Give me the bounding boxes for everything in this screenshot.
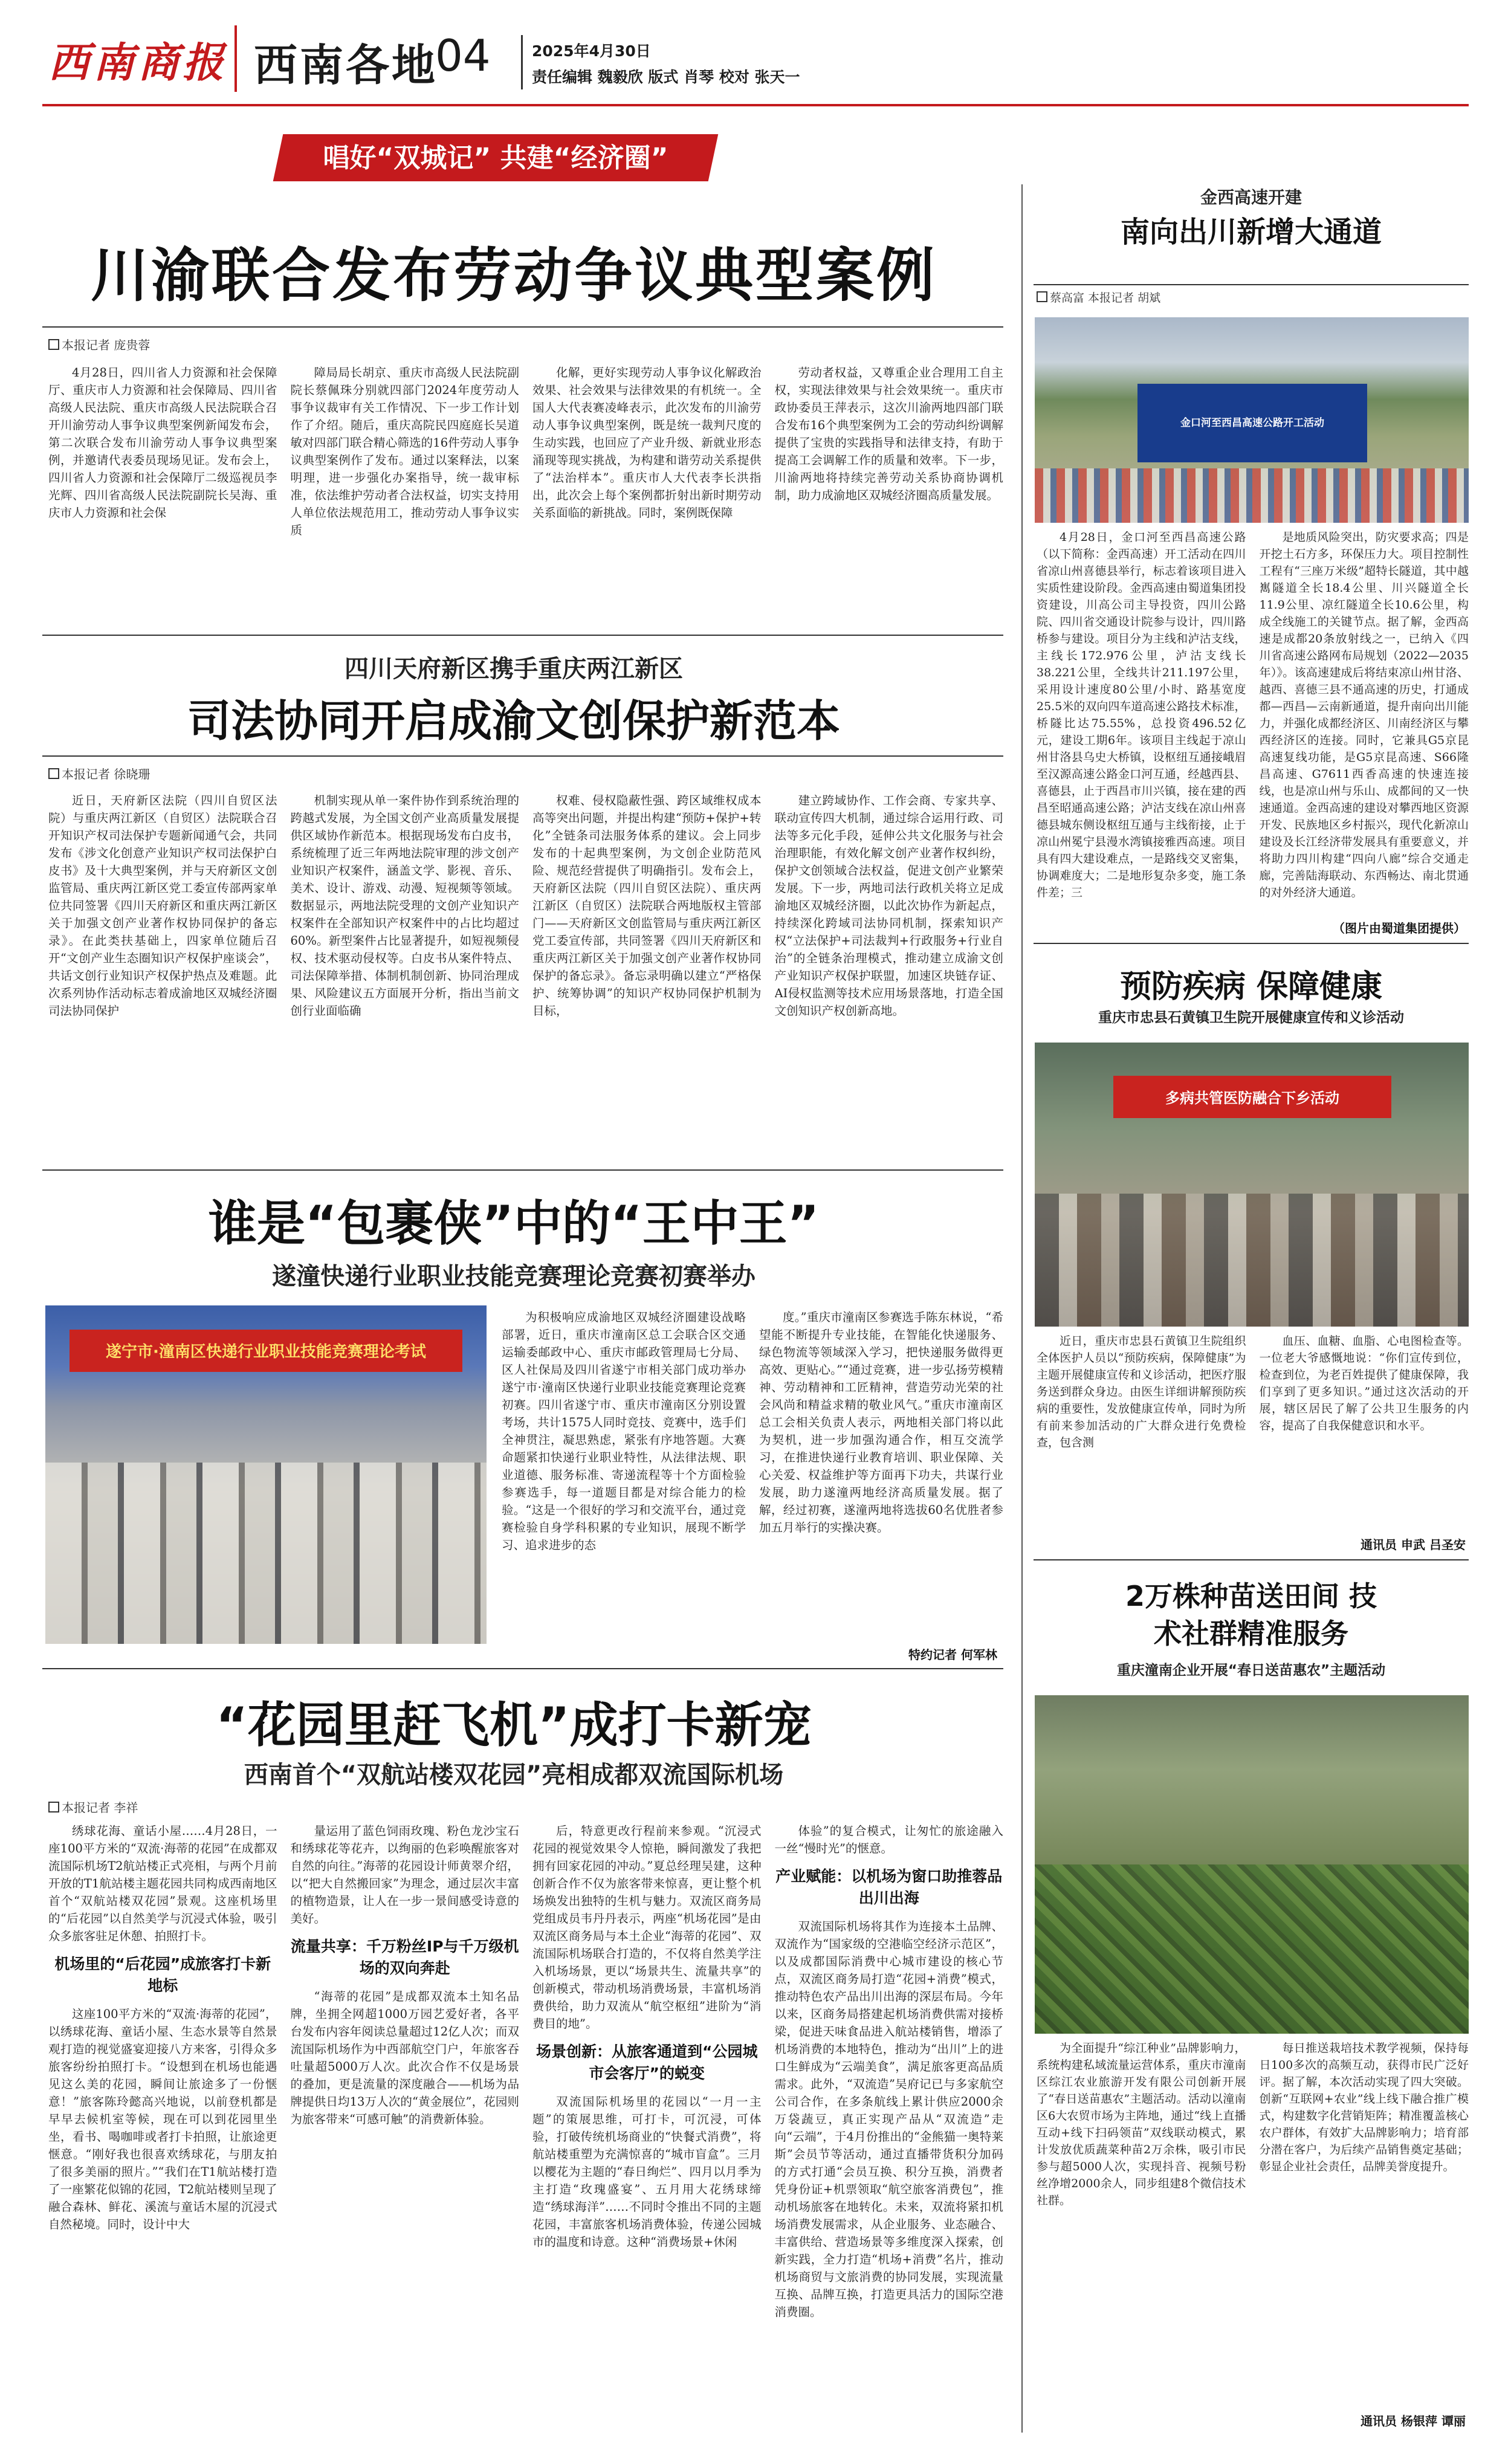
stage-banner-text: 金口河至西昌高速公路开工活动 (1180, 417, 1324, 429)
event-banner-text: 多病共管医防融合下乡活动 (1165, 1090, 1339, 1107)
article1-body (48, 364, 1003, 624)
article2-col-3: 权难、侵权隐蔽性强、跨区域维权成本高等突出问题，并提出构建“预防+保护+转化”全链条司法服务体系的建议。会上同步发布的十起典型案例，为文创企业防范风险、规范经营提供了明确指引。发布会上，天府新区法院（四川自贸区法院）、重庆两江新区（自贸区）法院联合两地版权主管部门——天府新区文创监管局与重庆两江新区党工委宣传部，共同签署《四川天府新区和重庆两江新区关于加强文创产业著作权协同保护的备忘录》。备忘录明确以建立“严格保护、统筹协调”的知识产权协同保护机制为目标， (532, 794, 762, 1018)
article1-col-1: 4月28日，四川省人力资源和社会保障厅、重庆市人力资源和社会保障局、四川省高级人民法院、重庆市高级人民法院联合召开川渝劳动人事争议典型案例新闻发布会，第二次联合发布川渝劳动人事争议典型案例，并邀请代表委员现场见证。发布会上，四川省人力资源和社会保障厅二级巡视员李光辉、四川省高级人民法院副院长吴海、重庆市人力资源和社会保 (48, 366, 277, 520)
article4-para: 双流国际机场里的花园以“一月一主题”的策展思维，可打卡，可沉浸，可体验，打破传统机场商业的“快餐式消费”，将航站楼重塑为充满惊喜的“城市盲盒”。三月以樱花为主题的“春日绚烂”、四月以月季为主打造“玫瑰盛宴”、五月用大花绣球缔造“绣球海洋”……不同时令推出不同的主题花园，丰富旅客机场消费体验，传递公园城市的温度和诗意。这种“消费场景+休闲 (532, 2095, 762, 2249)
article4-subhead-3: 场景创新：从旅客通道到“公园城市会客厅”的蜕变 (536, 2043, 758, 2082)
masthead-vline (521, 35, 523, 89)
page-number: 04 (435, 30, 491, 81)
article4-para: 后，特意更改行程前来参观。“沉浸式花园的视觉效果令人惊艳，瞬间激发了我把拥有回家花园的冲动。”夏总经理吴建，这种创新合作不仅为旅客带来惊喜，更让整个机场焕发出独特的生机与魅力。双流区商务局党组成员韦丹丹表示，两座“机场花园”是由双流区商务局与本土企业“海蒂的花园”、双流国际机场联合打造的，不仅将自然美学注入机场场景，更以“场景共生、流量共享”的创新模式，带动机场消费场景，丰富机场消费供给，助力双流从“航空枢纽”进阶为“消费目的地”。 (532, 1824, 762, 2031)
b2-bottom-rule (1034, 1559, 1469, 1560)
b2-subtitle: 重庆市忠县石黄镇卫生院开展健康宣传和义诊活动 (1098, 1010, 1404, 1026)
column-banner-text: 唱好“双城记” 共建“经济圈” (323, 143, 668, 173)
newspaper-logo: 西南商报 (48, 39, 228, 87)
article4-subhead-4: 产业赋能：以机场为窗口助推蓉品出川出海 (775, 1867, 1003, 1907)
article3-col-2: 度。”重庆市潼南区参赛选手陈东林说，“希望能不断提升专业技能，在智能化快递服务、绿色物流等领域深入学习，把快递服务做得更高效、更贴心。”“通过竞赛，进一步弘扬劳模精神、劳动精神和工匠精神，营造劳动光荣的社会风尚和精益求精的敬业风气。”重庆市潼南区总工会相关负责人表示，两地相关部门将以此为契机，进一步加强沟通合作，相互交流学习，在推进快递行业教育培训、职业保障、关心关爱、权益维护等方面再下功夫，共谋行业发展，助力遂潼两地经济高质量发展。据了解，经过初赛，遂潼两地将选拔60名优胜者参加五月举行的实操决赛。 (759, 1310, 1003, 1534)
b2-col-1: 近日，重庆市忠县石黄镇卫生院组织全体医护人员以“预防疾病，保障健康”为主题开展健康宣传和义诊活动，把医疗服务送到群众身边。由医生详细讲解预防疾病的重要性，发放健康宣传单，同时为所有前来参加活动的广大群众进行免费检查，包含测 (1037, 1334, 1246, 1449)
b3-subtitle: 重庆潼南企业开展“春日送苗惠农”主题活动 (1116, 1663, 1386, 1678)
article4-col-1 (48, 1822, 277, 2433)
article2-bottom-rule (42, 1169, 1003, 1171)
article3-subtitle: 遂潼快递行业职业技能竞赛理论竞赛初赛举办 (272, 1263, 756, 1290)
exam-banner-text: 遂宁市·潼南区快递行业职业技能竞赛理论考试 (106, 1343, 426, 1361)
article2-title: 司法协同开启成渝文创保护新范本 (187, 696, 840, 746)
left-column-divider (1021, 184, 1023, 2433)
article4-col-4 (775, 1822, 1004, 2433)
article4-para: “海蒂的花园”是成都双流本土知名品牌，坐拥全网超1000万园艺爱好者，各平台发布内容年阅读总量超过12亿人次；而双流国际机场作为中西部航空门户，年旅客吞吐量超5000万人次。此次合作不仅是场景的叠加，更是流量的深度融合——机场为品牌提供日均13万人次的“黄金展位”，花园则为旅客带来“可感可触”的消费新体验。 (290, 1990, 519, 2126)
b2-col-2: 血压、血糖、血脂、心电图检查等。一位老大爷感慨地说：“你们宣传到位，检查到位，为老百姓提供了健康保障，我们享到了更多知识。”通过这次活动的开展，辖区居民了解了公共卫生服务的内容，提高了自我保健意识和水平。 (1259, 1334, 1469, 1432)
b1-col-1: 4月28日，金口河至西昌高速公路（以下简称：金西高速）开工活动在四川省凉山州喜德县举行，标志着该项目进入实质性建设阶段。金西高速由蜀道集团投资建设，川高公司主导投资，四川公路院、四川省交通设计院参与设计，四川路桥参与建设。项目分为主线和泸沽支线，主线长172.976公里，泸沽支线长38.221公里，全线共计211.197公里，采用设计速度80公里/小时、路基宽度25.5米的双向四车道高速公路技术标准，桥隧比达75.55%，总投资496.52亿元，建设工期6年。该项目主线起于凉山州甘洛县乌史大桥镇，设枢纽互通接峨眉至汉源高速公路金口河互通，经越西县、喜德县，止于西昌市川兴镇，接在建的西昌至昭通高速公路；泸沽支线在凉山州喜德县城东侧设枢纽互通与主线衔接，止于凉山州冕宁县漫水湾镇接雅西高速。项目具有四大建设难点，一是路线交叉密集，协调难度大；二是地形复杂多变，施工条件差；三 (1037, 531, 1246, 899)
article4-subhead-2: 流量共享：千万粉丝IP与千万级机场的双向奔赴 (290, 1938, 519, 1977)
article1-title-rule (42, 326, 1003, 328)
article3-bottom-rule (42, 1668, 1003, 1669)
b3-col-1: 为全面提升“综江种业”品牌影响力，系统构建私域流量运营体系，重庆市潼南区综江农业旅游开发有限公司创新开展了“春日送苗惠农”主题活动。活动以潼南区6大农贸市场为主阵地，通过“线上直播互动+线下扫码领苗”双线联动模式，累计发放优质蔬菜种苗2万余株，吸引市民参与超5000人次，实现抖音、视频号粉丝净增2000余人，同步组建8个微信技术社群。 (1037, 2042, 1246, 2207)
article1-title: 川渝联合发布劳动争议典型案例 (91, 242, 937, 309)
editor-credits: 责任编辑 魏毅欣 版式 肖琴 校对 张天一 (532, 68, 800, 86)
b2-body (1037, 1333, 1469, 1535)
health-event-photo (1035, 1043, 1469, 1327)
article4-para: 体验”的复合模式，让匆忙的旅途融入一丝“慢时光”的惬意。 (774, 1824, 1003, 1855)
article2-body (48, 792, 1003, 1160)
article2-col-4: 建立跨域协作、工作会商、专家共享、联动宣传四大机制，通过综合运用行政、司法等多元化手段，延伸公共文化服务与社会治理职能，有效化解文创产业著作权纠纷，保护文创领域合法权益，促进文创产业繁荣发展。下一步，两地司法行政机关将立足成渝地区双城经济圈，以此次协作为新起点，持续深化跨域司法协同机制，探索知识产权“立法保护+司法裁判+行政服务+行业自治”的全链条治理模式，推动建立成渝文创产业知识产权保护联盟，加速区块链存证、AI侵权监测等技术应用场景落地，打造全国文创知识产权创新高地。 (774, 794, 1003, 1018)
b1-byline: 蔡高富 本报记者 胡斌 (1037, 289, 1160, 305)
article3-body (502, 1308, 1003, 1644)
b3-col-2: 每日推送栽培技术教学视频，保持每日100多次的高频互动，获得市民广泛好评。据了解，本次活动实现了四大突破。创新“互联网+农业”线上线下融合推广模式，构建数字化营销矩阵；精准覆盖核心农户群体，有效扩大品牌影响力；培育部分潜在客户，为后续产品销售奠定基础；彰显企业社会责任，品牌美誉度提升。 (1259, 2042, 1469, 2173)
article1-col-3: 化解，更好实现劳动人事争议化解政治效果、社会效果与法律效果的有机统一。全国人大代表赛凌峰表示，此次发布的川渝劳动人事争议典型案例，既是统一裁判尺度的生动实践，也回应了产业升级、新就业形态涌现等现实挑战，为构建和谐劳动关系提供了“法治样本”。重庆市人大代表李长洪指出，此次会上每个案例都折射出新时期劳动关系面临的新挑战。同时，案例既保障 (532, 366, 762, 520)
masthead-divider (235, 25, 237, 92)
b1-title: 南向出川新增大通道 (1120, 215, 1382, 249)
b1-photo-credit: （图片由蜀道集团提供） (1333, 921, 1466, 936)
b1-title-rule (1034, 284, 1469, 285)
seedling-event-photo (1035, 1695, 1469, 2034)
exam-hall-photo (45, 1305, 487, 1644)
article2-kicker: 四川天府新区携手重庆两江新区 (345, 655, 683, 683)
article4-para: 绣球花海、童话小屋……4月28日，一座100平方米的“双流·海蒂的花园”在成都双流国际机场T2航站楼正式亮相，与两个月前开放的T1航站楼主题花园共同构成西南地区首个“双航站楼双花园”景观。这座机场里的“后花园”以自然美学与沉浸式体验，吸引众多旅客驻足休憩、拍照打卡。 (48, 1824, 277, 1943)
b2-byline: 通讯员 申武 吕圣安 (1361, 1538, 1466, 1552)
article4-subtitle: 西南首个“双航站楼双花园”亮相成都双流国际机场 (244, 1761, 784, 1789)
b2-title: 预防疾病 保障健康 (1119, 969, 1383, 1005)
b1-body (1037, 529, 1469, 916)
article2-col-1: 近日，天府新区法院（四川自贸区法院）与重庆两江新区（自贸区）法院联合召开知识产权司法保护专题新闻通气会，共同发布《涉文化创意产业知识产权司法保护白皮书》及十大典型案例，并与天府新区文创监管局、重庆两江新区党工委宣传部两家单位共同签署《四川天府新区和重庆两江新区关于加强文创产业著作权协同保护的备忘录》。在此类扶基础上，四家单位随后召开“文创产业生态圈知识产权保护座谈会”，共话文创行业知识产权保护热点及难题。此次系列协作活动标志着成渝地区双城经济圈司法协同保护 (48, 794, 277, 1018)
b1-bottom-rule (1034, 943, 1469, 944)
article2-byline: 本报记者 徐晓珊 (48, 765, 150, 782)
article1-byline: 本报记者 庞贵蓉 (48, 335, 150, 353)
masthead (42, 12, 1469, 109)
article3-byline: 特约记者 何军林 (908, 1648, 997, 1662)
article4-subhead-1: 机场里的“后花园”成旅客打卡新地标 (54, 1955, 271, 1994)
article4-col-2 (291, 1822, 520, 2433)
masthead-rule (42, 104, 1469, 106)
article3-col-1: 为积极响应成渝地区双城经济圈建设战略部署，近日，重庆市潼南区总工会联合区交通运输委邮政中心、重庆市邮政管理局七分局、区人社保局及四川省遂宁市相关部门成功举办遂宁市·潼南区快递行业职业技能竞赛理论竞赛初赛。四川省遂宁市、重庆市潼南区分别设置考场，共计1575人同时竞技、竞赛中，选手们全神贯注，凝思熟虑，紧张有序地答题。大赛命题紧扣快递行业职业特性，从法律法规、职业道德、服务标准、寄递流程等十个方面检验参赛选手，每一道题目都是对综合能力的检验。“这是一个很好的学习和交流平台，通过竞赛检验自身学科积累的专业知识，展现不断学习、追求进步的态 (502, 1310, 746, 1552)
article4-para: 这座100平方米的“双流·海蒂的花园”，以绣球花海、童话小屋、生态水景等自然景观打造的视觉盛宴迎接八方来客，引得众多旅客纷纷拍照打卡。“设想到在机场也能遇见这么美的花园，瞬间让旅途多了一份惬意！”旅客陈玲懿高兴地说，以前登机都是早早去候机室等候，现在可以到花园里坐坐，看书、喝咖啡或者打卡拍照，让旅途更惬意。“刚好我也很喜欢绣球花，与朋友拍了很多美丽的照片。”“我们在T1航站楼打造了一座繁花似锦的花园，T2航站楼则呈现了融合森林、鲜花、溪流与童话木屋的沉浸式自然秘境。同时，设计中大 (48, 2007, 277, 2231)
article2-title-rule (42, 755, 1003, 757)
b3-byline: 通讯员 杨银萍 谭丽 (1361, 2414, 1466, 2428)
article1-col-4: 劳动者权益，又尊重企业合理用工自主权，实现法律效果与社会效果统一。重庆市政协委员王萍表示，这次川渝两地四部门联合发布16个典型案例为工会的劳动纠纷调解提供了宝贵的实践指导和法律支持，有助于提高工会调解工作的质量和效率。下一步，川渝两地将持续完善劳动关系协商协调机制，助力成渝地区双城经济圈高质量发展。 (774, 366, 1003, 502)
article4-title: “花园里赶飞机”成打卡新宠 (216, 1697, 812, 1753)
section-title: 西南各地 (254, 40, 438, 91)
b3-title: 2万株种苗送田间 技术社群精准服务 (1125, 1580, 1377, 1650)
issue-date: 2025年4月30日 (532, 42, 651, 60)
article4-para: 量运用了蓝色饲雨玫瑰、粉色龙沙宝石和绣球花等花卉，以绚丽的色彩唤醒旅客对自然的向往。”海蒂的花园设计师黄翠介绍，以“把大自然搬回家”为理念，通过层次丰富的植物造景，让人在一步一景间感受诗意的美好。 (290, 1824, 519, 1926)
b1-col-2: 是地质风险突出，防灾要求高；四是开挖土石方多，环保压力大。项目控制性工程有“三座万米级”超特长隧道，其中越嶲隧道全长18.4公里、川兴隧道全长11.9公里、凉红隧道全长10.6公里，构成全线施工的关键节点。据了解，金西高速是成都20条放射线之一，已纳入《四川省高速公路网布局规划（2022—2035年）》。该高速建成后将结束凉山州甘洛、越西、喜德三县不通高速的历史，打通成都—西昌—云南新通道，提升南向出川能力，并强化成都经济区、川南经济区与攀西经济区的连接。同时，它兼具G5京昆高速复线功能，是G5京昆高速、S66隆昌高速、G7611西香高速的快速连接线，也是凉山州与乐山、成都间的又一快速通道。金西高速的建设对攀西地区资源开发、民族地区乡村振兴，现代化新凉山建设及长江经济带发展具有重要意义，并将助力四川构建“四向八廊”综合交通走廊，完善陆海联动、东西畅达、南北贯通的对外经济大通道。 (1259, 531, 1469, 899)
article4-body (48, 1822, 1003, 2433)
article2-col-2: 机制实现从单一案件协作到系统治理的跨越式发展，为全国文创产业高质量发展提供区域协作新范本。根据现场发布白皮书，系统梳理了近三年两地法院审理的涉文创产业知识产权案件，涵盖文学、影视、音乐、美术、设计、游戏、动漫、短视频等领域。数据显示，两地法院受理的文创产业知识产权案件在全部知识产权案件中的占比均超过60%。新型案件占比显著提升，如短视频侵权、技术驱动侵权等。白皮书从案件特点、司法保障举措、体制机制创新、协同治理成果、风险建议五方面展开分析，指出当前文创行业面临确 (290, 794, 519, 1018)
article1-col-2: 障局局长胡京、重庆市高级人民法院副院长蔡佩珠分别就四部门2024年度劳动人事争议裁审有关工作情况、下一步工作计划作了介绍。随后，重庆高院民四庭庭长吴道敏对四部门联合精心筛选的16件劳动人事争议典型案例作了发布。通过以案释法，以案明理，进一步强化办案指导，统一裁审标准，依法维护劳动者合法权益，切实支持用人单位依法规范用工，推动劳动人事争议实质 (290, 366, 519, 537)
article3-title: 谁是“包裹侠”中的“王中王” (208, 1195, 820, 1252)
groundbreaking-photo (1035, 317, 1469, 523)
article1-bottom-rule (42, 635, 1003, 636)
b3-body (1037, 2040, 1469, 2408)
article4-para: 双流国际机场将其作为连接本土品牌、双流作为“国家级的空港临空经济示范区”，以及成都国际消费中心城市建设的核心节点，双流区商务局打造“花园+消费”模式，推动特色农产品出川出海的深层布局。今年以来，区商务局搭建起机场消费供需对接桥梁，促进天味食品进入航站楼销售，增添了机场消费的本地特色，推动为“出川”上的进口生鲜成为“云端美食”，满足旅客更高品质需求。此外，“双流造”吴府记已与多家航空公司合作，在多条航线上累计供应2000余万袋蔬豆，真正实现产品从“双流造”走向“云端”，于4月份推出的“金熊猫一奥特莱斯”会员节等活动，通过直播带货积分加码的方式打通“会员互换、积分互换，消费者凭身份证+机票领取“航空旅客消费包”，推动机场旅客在地转化。未来，双流将紧扣机场消费发展需求，从企业服务、业态融合、丰富供给、营造场景等多维度深入探索，创新实践，全力打造“机场+消费”名片，推动机场商贸与文旅消费的协同发展，实现流量互换、品牌互换，打造更具活力的国际空港消费圈。 (774, 1919, 1003, 2319)
article4-col-3 (532, 1822, 762, 2433)
b1-kicker: 金西高速开建 (1200, 187, 1302, 207)
article4-byline: 本报记者 李祥 (48, 1798, 138, 1816)
